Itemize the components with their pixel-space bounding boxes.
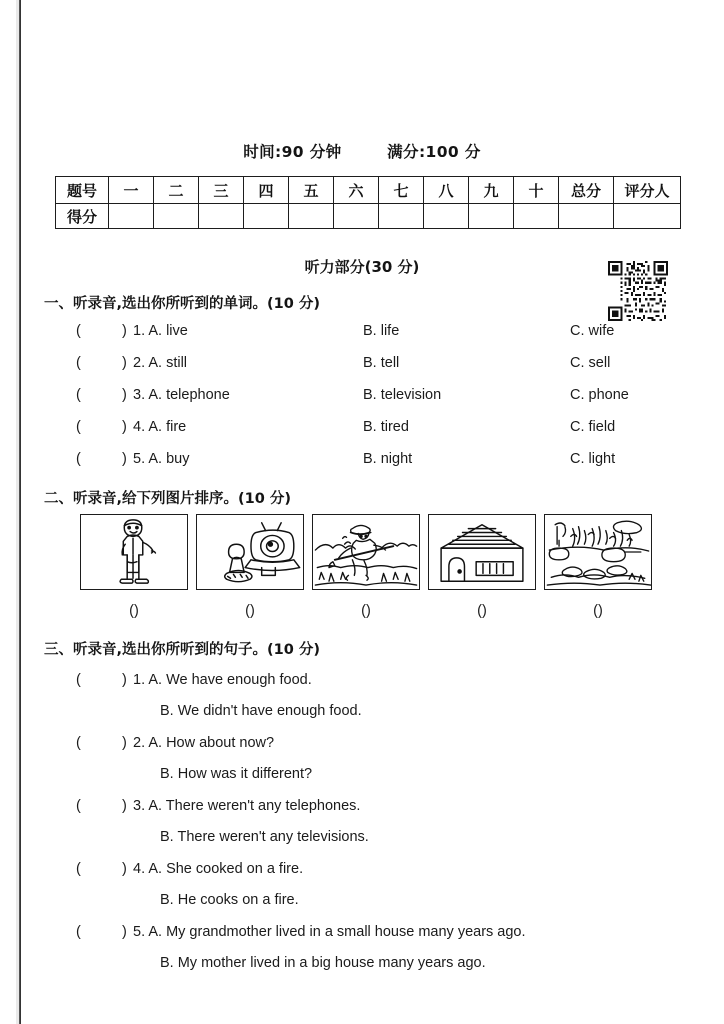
score-table-row-label-number: 题号 <box>56 177 109 204</box>
sentence-item-2-option-a[interactable]: 2. A. How about now? <box>133 735 275 751</box>
child-watching-television-picture[interactable] <box>196 514 304 590</box>
word-item-5 <box>0 451 724 483</box>
score-cell-1[interactable] <box>109 204 154 229</box>
sentence-item-4-option-a[interactable]: 4. A. She cooked on a fire. <box>133 861 304 877</box>
picture-answer-blank-2[interactable] <box>196 603 304 619</box>
right-paren: ) <box>122 419 127 435</box>
right-paren: ) <box>134 603 139 619</box>
score-cell-8[interactable] <box>424 204 469 229</box>
score-table-col-8: 八 <box>424 177 469 204</box>
left-paren: ( <box>76 861 81 877</box>
left-paren: ( <box>593 603 598 619</box>
left-paren: ( <box>76 419 81 435</box>
word-item-2-option-a[interactable]: 2. A. still <box>133 355 188 371</box>
left-paren: ( <box>245 603 250 619</box>
section-2-heading: 二、听录音,给下列图片排序。(10 分) <box>44 491 291 507</box>
score-table-col-4: 四 <box>244 177 289 204</box>
left-paren: ( <box>76 672 81 688</box>
left-paren: ( <box>76 798 81 814</box>
sentence-item-2-option-a-row <box>0 735 724 766</box>
right-paren: ) <box>122 672 127 688</box>
score-cell-10[interactable] <box>514 204 559 229</box>
word-item-2-option-c[interactable]: C. sell <box>570 355 611 371</box>
farmer-working-in-field-picture[interactable] <box>312 514 420 590</box>
farmer-field-drawing <box>313 515 419 589</box>
left-paren: ( <box>76 355 81 371</box>
word-item-1-option-b[interactable]: B. life <box>363 323 400 339</box>
word-item-2-option-b[interactable]: B. tell <box>363 355 400 371</box>
sentence-item-1-option-a-row <box>0 672 724 703</box>
score-table-row-label-score: 得分 <box>56 204 109 229</box>
word-item-1-option-a[interactable]: 1. A. live <box>133 323 188 339</box>
score-cell-4[interactable] <box>244 204 289 229</box>
sentence-item-1-option-b-row <box>0 703 724 734</box>
sentence-item-2-option-b[interactable]: B. How was it different? <box>160 766 313 782</box>
word-item-5-option-c[interactable]: C. light <box>570 451 616 467</box>
left-paren: ( <box>361 603 366 619</box>
word-item-3-option-a[interactable]: 3. A. telephone <box>133 387 230 403</box>
score-cell-rater[interactable] <box>614 204 681 229</box>
picture-ordering-strip <box>80 514 646 592</box>
sentence-item-5-option-a-row <box>0 924 724 955</box>
left-paren: ( <box>76 323 81 339</box>
right-paren: ) <box>122 861 127 877</box>
score-cell-2[interactable] <box>154 204 199 229</box>
picture-answer-blank-3[interactable] <box>312 603 420 619</box>
score-table-col-3: 三 <box>199 177 244 204</box>
score-table-score-row <box>56 204 681 229</box>
right-paren: ) <box>122 735 127 751</box>
right-paren: ) <box>122 798 127 814</box>
word-item-3-option-b[interactable]: B. television <box>363 387 442 403</box>
sentence-item-5-option-b[interactable]: B. My mother lived in a big house many years ago. <box>160 955 486 971</box>
score-table <box>55 176 681 229</box>
score-cell-total[interactable] <box>559 204 614 229</box>
exam-meta-line <box>0 140 724 162</box>
standing-person-drawing <box>81 515 187 589</box>
listening-part-title: 听力部分(30 分) <box>304 258 420 276</box>
left-paren: ( <box>129 603 134 619</box>
right-paren: ) <box>122 355 127 371</box>
garden-crops-drawing <box>545 515 651 589</box>
house-drawing <box>429 515 535 589</box>
picture-answer-blank-5[interactable] <box>544 603 652 619</box>
word-item-1 <box>0 323 724 355</box>
score-table-col-6: 六 <box>334 177 379 204</box>
sentence-item-5-option-a[interactable]: 5. A. My grandmother lived in a small house many years ago. <box>133 924 526 940</box>
score-cell-7[interactable] <box>379 204 424 229</box>
word-item-3 <box>0 387 724 419</box>
word-item-5-option-b[interactable]: B. night <box>363 451 413 467</box>
score-table-col-9: 九 <box>469 177 514 204</box>
left-paren: ( <box>76 924 81 940</box>
word-item-4-option-c[interactable]: C. field <box>570 419 616 435</box>
word-item-4 <box>0 419 724 451</box>
sentence-item-5-option-b-row <box>0 955 724 986</box>
right-paren: ) <box>250 603 255 619</box>
score-table-col-total: 总分 <box>559 177 614 204</box>
word-item-3-option-c[interactable]: C. phone <box>570 387 629 403</box>
section-3-heading: 三、听录音,选出你所听到的句子。(10 分) <box>44 642 320 658</box>
picture-answer-blanks <box>80 603 646 625</box>
exam-time-label: 时间:90 分钟 <box>243 143 342 161</box>
right-paren: ) <box>598 603 603 619</box>
sentence-item-1-option-b[interactable]: B. We didn't have enough food. <box>160 703 362 719</box>
score-table-col-1: 一 <box>109 177 154 204</box>
picture-answer-blank-4[interactable] <box>428 603 536 619</box>
word-item-4-option-a[interactable]: 4. A. fire <box>133 419 187 435</box>
right-paren: ) <box>122 323 127 339</box>
right-paren: ) <box>122 924 127 940</box>
picture-answer-blank-1[interactable] <box>80 603 188 619</box>
child-watching-tv-drawing <box>197 515 303 589</box>
right-paren: ) <box>366 603 371 619</box>
sentence-item-4-option-b-row <box>0 892 724 923</box>
garden-crops-picture[interactable] <box>544 514 652 590</box>
sentence-item-3-option-a[interactable]: 3. A. There weren't any telephones. <box>133 798 361 814</box>
score-cell-3[interactable] <box>199 204 244 229</box>
sentence-item-4-option-b[interactable]: B. He cooks on a fire. <box>160 892 299 908</box>
score-table-col-2: 二 <box>154 177 199 204</box>
sentence-item-3-option-b-row <box>0 829 724 860</box>
sentence-item-3-option-b[interactable]: B. There weren't any televisions. <box>160 829 369 845</box>
qr-code-icon[interactable] <box>608 261 668 319</box>
sentence-item-2-option-b-row <box>0 766 724 797</box>
word-item-2 <box>0 355 724 387</box>
score-table-col-7: 七 <box>379 177 424 204</box>
left-paren: ( <box>76 735 81 751</box>
right-paren: ) <box>122 451 127 467</box>
score-table-header-row <box>56 177 681 204</box>
sentence-item-1-option-a[interactable]: 1. A. We have enough food. <box>133 672 312 688</box>
exam-full-score-label: 满分:100 分 <box>387 143 481 161</box>
sentence-item-3-option-a-row <box>0 798 724 829</box>
score-table-col-10: 十 <box>514 177 559 204</box>
word-item-4-option-b[interactable]: B. tired <box>363 419 409 435</box>
sentence-item-4-option-a-row <box>0 861 724 892</box>
score-cell-6[interactable] <box>334 204 379 229</box>
left-paren: ( <box>76 451 81 467</box>
house-picture[interactable] <box>428 514 536 590</box>
score-cell-9[interactable] <box>469 204 514 229</box>
right-paren: ) <box>482 603 487 619</box>
score-table-col-5: 五 <box>289 177 334 204</box>
left-paren: ( <box>477 603 482 619</box>
standing-person-picture[interactable] <box>80 514 188 590</box>
right-paren: ) <box>122 387 127 403</box>
word-item-5-option-a[interactable]: 5. A. buy <box>133 451 190 467</box>
section-1-heading: 一、听录音,选出你所听到的单词。(10 分) <box>44 296 320 312</box>
qr-code-image <box>608 261 668 321</box>
score-table-col-rater: 评分人 <box>614 177 681 204</box>
score-cell-5[interactable] <box>289 204 334 229</box>
left-paren: ( <box>76 387 81 403</box>
word-item-1-option-c[interactable]: C. wife <box>570 323 615 339</box>
